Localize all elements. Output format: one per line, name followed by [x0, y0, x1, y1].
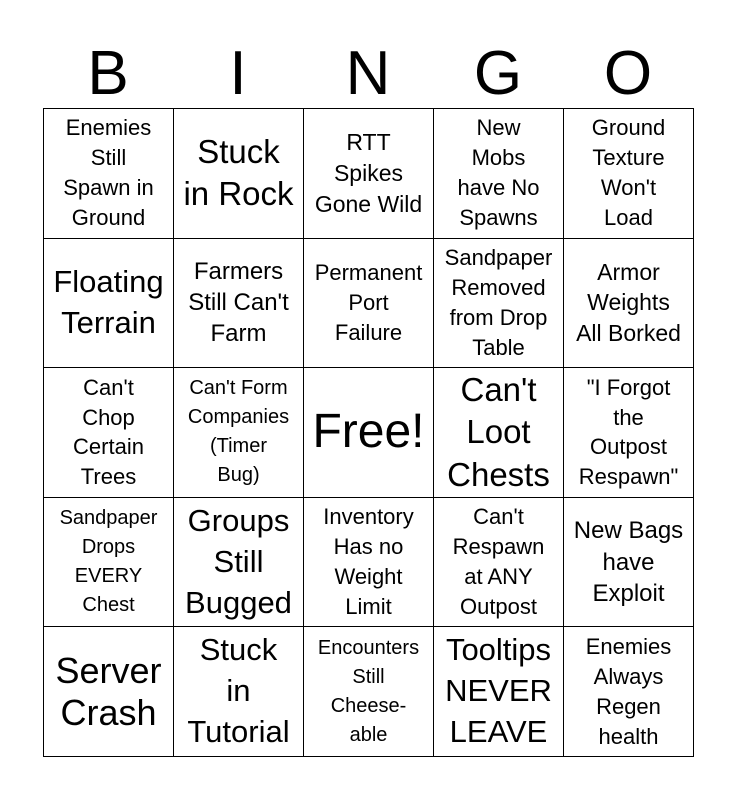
header-letter-n: N	[345, 39, 391, 108]
bingo-cell-r2c4[interactable]: Sandpaper Removed from Drop Table	[434, 239, 564, 369]
header-letter-i: I	[229, 39, 247, 108]
bingo-cell-r2c5[interactable]: Armor Weights All Borked	[564, 239, 694, 369]
bingo-cell-r4c3[interactable]: Inventory Has no Weight Limit	[304, 498, 434, 628]
bingo-cell-r3c4[interactable]: Can't Loot Chests	[434, 368, 564, 498]
header-letter-g: G	[473, 39, 523, 108]
bingo-board	[43, 108, 694, 757]
bingo-cell-r1c1[interactable]: Enemies Still Spawn in Ground	[44, 109, 174, 239]
bingo-cell-r2c2[interactable]: Farmers Still Can't Farm	[174, 239, 304, 369]
bingo-cell-free[interactable]: Free!	[304, 368, 434, 498]
bingo-cell-r3c1[interactable]: Can't Chop Certain Trees	[44, 368, 174, 498]
bingo-cell-r1c5[interactable]: Ground Texture Won't Load	[564, 109, 694, 239]
header-letter-o: O	[603, 39, 653, 108]
bingo-cell-r1c4[interactable]: New Mobs have No Spawns	[434, 109, 564, 239]
bingo-cell-r5c1[interactable]: Server Crash	[44, 627, 174, 757]
bingo-cell-r3c2[interactable]: Can't Form Companies (Timer Bug)	[174, 368, 304, 498]
bingo-cell-r5c4[interactable]: Tooltips NEVER LEAVE	[434, 627, 564, 757]
bingo-cell-r5c2[interactable]: Stuck in Tutorial	[174, 627, 304, 757]
bingo-cell-r4c5[interactable]: New Bags have Exploit	[564, 498, 694, 628]
bingo-cell-r5c3[interactable]: Encounters Still Cheese- able	[304, 627, 434, 757]
bingo-cell-r4c2[interactable]: Groups Still Bugged	[174, 498, 304, 628]
bingo-cell-r2c1[interactable]: Floating Terrain	[44, 239, 174, 369]
bingo-cell-r4c1[interactable]: Sandpaper Drops EVERY Chest	[44, 498, 174, 628]
bingo-cell-r1c2[interactable]: Stuck in Rock	[174, 109, 304, 239]
bingo-cell-r3c5[interactable]: "I Forgot the Outpost Respawn"	[564, 368, 694, 498]
bingo-header	[43, 40, 693, 108]
bingo-cell-r5c5[interactable]: Enemies Always Regen health	[564, 627, 694, 757]
bingo-cell-r1c3[interactable]: RTT Spikes Gone Wild	[304, 109, 434, 239]
header-letter-b: B	[87, 39, 129, 108]
bingo-cell-r2c3[interactable]: Permanent Port Failure	[304, 239, 434, 369]
bingo-cell-r4c4[interactable]: Can't Respawn at ANY Outpost	[434, 498, 564, 628]
